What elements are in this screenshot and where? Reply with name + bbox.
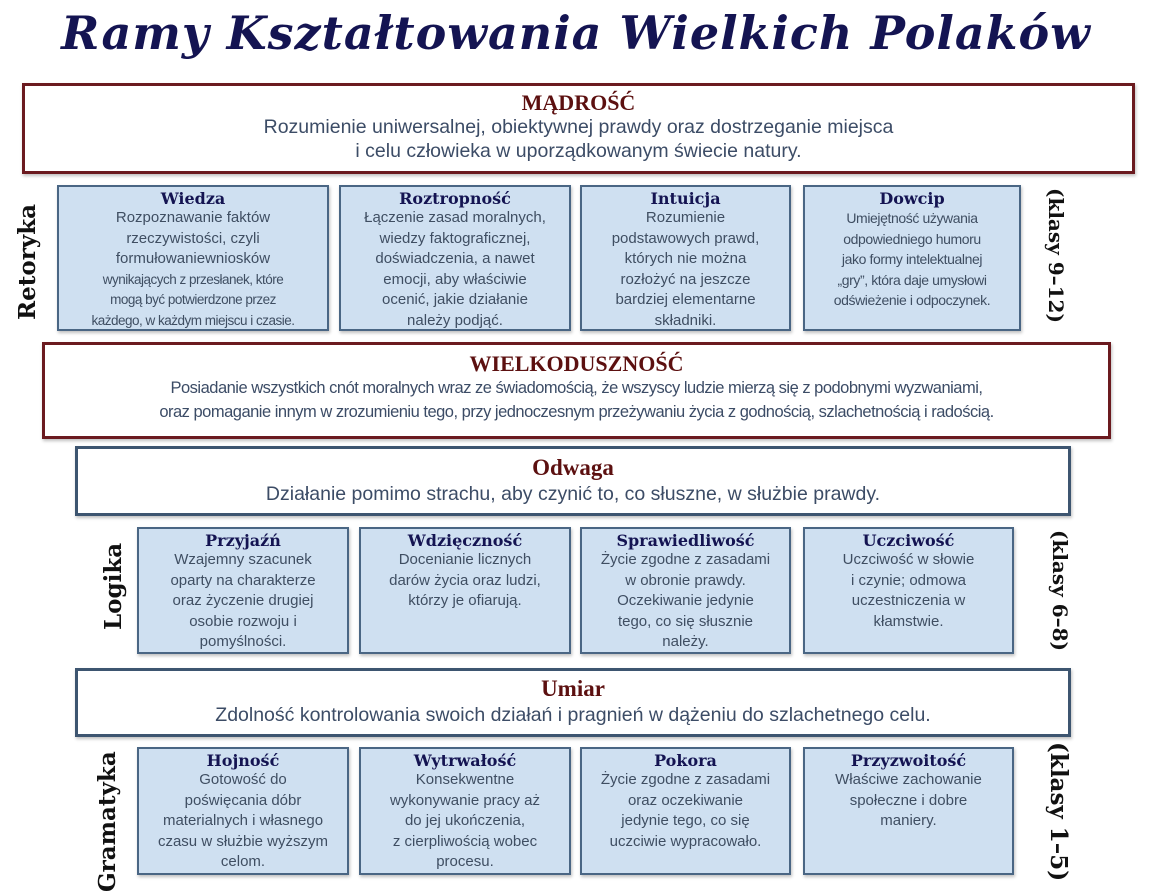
card-line: Docenianie licznych [398,551,532,568]
card-line: należy. [662,633,709,650]
card-title: Wiedza [160,189,226,208]
card-line: którzy je ofiarują. [408,592,522,609]
band-madrosc-title: MĄDROŚĆ [521,90,636,115]
card-line: Oczekiwanie jedynie [617,592,754,609]
band-umiar-line: Zdolność kontrolowania swoich działań i pragnień w dążeniu do szlachetnego celu. [215,704,931,727]
card-intuicja [580,185,791,331]
stage-label-gramatyka: Gramatyka [94,751,121,892]
card-title: Roztropność [399,189,511,208]
card-line: których nie można [624,250,747,267]
card-line: podstawowych prawd, [611,229,760,247]
band-odwaga-line: Działanie pomimo strachu, aby czynić to, co słuszne, w służbie prawdy. [265,483,881,506]
card-line: osobie rozwoju i [189,612,297,630]
stage-label-retoryka: Retoryka [14,203,41,320]
band-odwaga-text [78,481,1068,507]
band-madrosc-line: i celu człowieka w uporządkowanym świecie natury. [355,140,802,163]
card-line: Konsekwentne [415,771,515,788]
card-title: Sprawiedliwość [616,531,755,550]
card-text [344,208,566,331]
card-line: Rozumienie [645,209,726,226]
card-title: Wytrwałość [413,751,517,770]
card-line: do jej ukończenia, [404,812,526,829]
band-madrosc-text [25,115,1132,163]
card-pokora [580,747,791,875]
card-text [808,550,1009,632]
stage-label-logika: Logika [100,542,127,630]
page-title: Ramy Kształtowania Wielkich Polaków [61,6,1091,60]
card-uczciwosc [803,527,1014,654]
card-line: celom. [220,853,266,870]
card-text [808,770,1009,832]
band-madrosc-line: Rozumienie uniwersalnej, obiektywnej prawdy oraz dostrzeganie miejsca [263,116,894,139]
grades-label-1-5: (klasy 1–5) [1045,742,1072,882]
card-line: kłamstwie. [873,612,944,630]
card-line: Życie zgodne z zasadami [600,551,771,568]
card-wiedza [57,185,329,331]
card-line: poświęcania dóbr [184,791,302,809]
card-line: uczciwie wypracowało. [609,832,762,850]
card-line: Uczciwość w słowie [842,551,975,568]
band-wielkodusznosc-text [45,376,1108,424]
card-text [142,770,344,873]
card-line: maniery. [880,812,937,829]
card-line: tego, co się słusznie [617,612,754,630]
card-hojnosc [137,747,349,875]
card-line: wykonywanie pracy aż [389,791,541,809]
card-title: Dowcip [879,189,945,208]
band-odwaga-title: Odwaga [532,455,614,480]
card-line: i czynie; odmowa [850,571,967,589]
card-title: Uczciwość [862,531,955,550]
grades-label-6-8: (klasy 6–8) [1048,530,1072,652]
card-text [585,550,786,653]
card-line: Właściwe zachowanie [835,771,982,788]
card-line: oraz oczekiwanie [627,791,744,809]
card-text [364,550,566,612]
card-line: odpowiedniego humoru [843,230,981,247]
card-line: w obronie prawdy. [625,571,746,589]
card-line: każdego, w każdym miejscu i czasie. [91,312,295,328]
card-line: formułowaniewniosków [115,250,271,267]
card-text [585,208,786,331]
card-text [364,770,566,873]
card-wytrwalosc [359,747,571,875]
card-przyzwoitosc [803,747,1014,875]
card-line: społeczne i dobre [849,791,968,809]
band-madrosc [22,83,1135,174]
grades-label-9-12: (klasy 9–12) [1044,188,1068,323]
card-wdziecznosc [359,527,571,654]
card-line: Łączenie zasad moralnych, [364,209,546,226]
card-roztropnosc [339,185,571,331]
card-line: czasu w służbie wyższym [157,832,329,850]
card-przyjazn [137,527,349,654]
card-line: rozłożyć na jeszcze [620,270,751,288]
card-line: oparty na charakterze [170,571,316,589]
card-line: bardziej elementarne [615,291,756,308]
band-umiar [75,668,1071,737]
card-line: Gotowość do [199,771,287,788]
card-title: Hojność [206,751,280,770]
card-sprawiedliwosc [580,527,791,654]
card-title: Przyjaźń [205,531,281,550]
card-line: wiedzy faktograficznej, [379,229,531,247]
card-line: mogą być potwierdzone przez [110,292,276,307]
band-odwaga [75,446,1071,516]
card-line: należy podjąć. [407,311,503,329]
card-title: Pokora [654,751,717,770]
card-line: ocenić, jakie działanie [382,291,528,308]
card-line: z cierpliwością wobec [392,832,538,850]
card-line: rzeczywistości, czyli [126,229,260,247]
card-line: emocji, aby właściwie [383,270,527,288]
card-text [62,208,324,331]
band-wielkodusznosc-line: oraz pomaganie innym w zrozumieniu tego, przy jednoczesnym przeżywaniu życia z godnością, szlachetnością i radością. [159,403,994,422]
card-title: Wdzięczność [407,531,523,550]
card-line: procesu. [436,853,494,870]
card-line: jako formy intelektualnej [841,251,983,267]
card-line: Wzajemny szacunek [174,551,312,568]
card-line: oraz życzenie drugiej [172,592,314,609]
band-umiar-text [78,702,1068,728]
card-title: Przyzwoitość [850,751,967,770]
card-title: Intuicja [650,189,721,208]
card-line: darów życia oraz ludzi, [389,571,541,589]
card-line: doświadczenia, a nawet [375,250,535,267]
card-line: Umiejętność używania [846,210,978,226]
card-line: jedynie tego, co się [621,812,750,829]
card-line: Rozpoznawanie faktów [115,209,271,226]
card-text [585,770,786,852]
card-line: składniki. [654,311,717,329]
band-wielkodusznosc-title: WIELKODUSZNOŚĆ [469,351,684,376]
card-text [142,550,344,653]
card-line: wynikających z przesłanek, które [102,271,284,287]
band-wielkodusznosc-line: Posiadanie wszystkich cnót moralnych wraz ze świadomością, że wszyscy ludzie mierzą się z podobnymi wyzwaniami, [170,379,983,398]
card-dowcip [803,185,1021,331]
card-line: Życie zgodne z zasadami [600,771,771,788]
band-umiar-title: Umiar [541,676,605,701]
card-line: pomyślności. [199,633,287,650]
band-wielkodusznosc [42,342,1111,439]
card-line: odświeżenie i odpoczynek. [833,292,991,308]
card-line: „gry”, która daje umysłowi [837,271,987,288]
card-line: uczestniczenia w [851,592,966,609]
card-line: materialnych i własnego [162,812,324,829]
card-text [808,208,1016,311]
